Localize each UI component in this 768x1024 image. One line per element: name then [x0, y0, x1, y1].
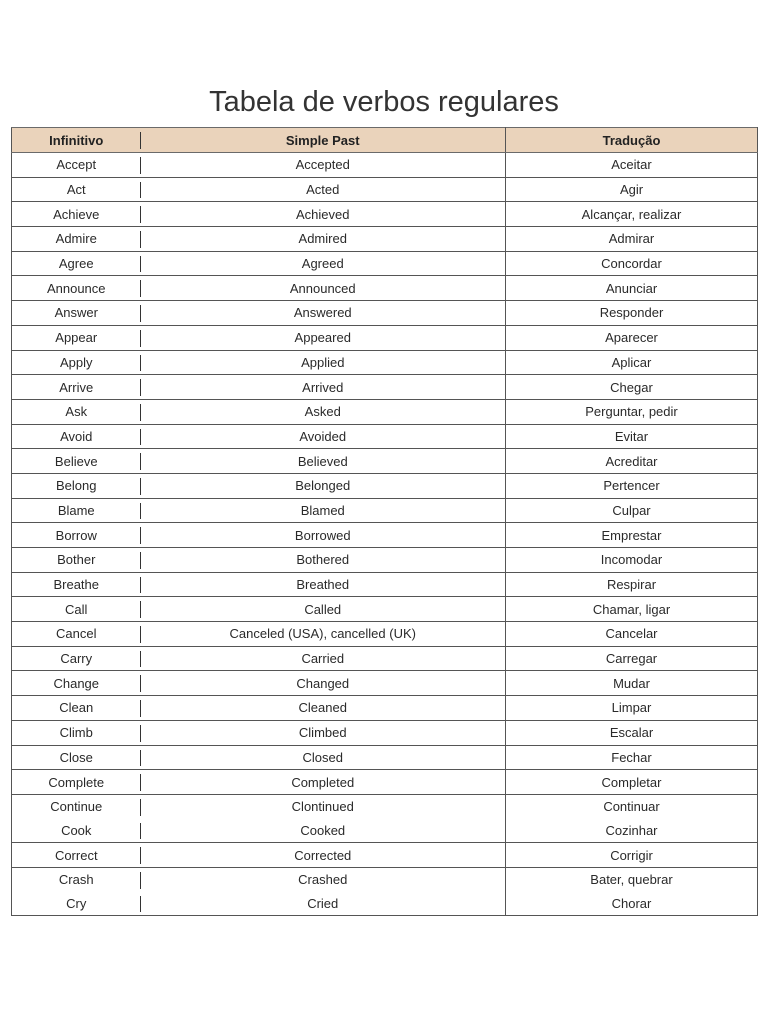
infinitive-cell: Cook	[12, 819, 141, 843]
table-row	[12, 227, 758, 252]
table-row	[12, 202, 758, 227]
table-row	[12, 794, 758, 818]
infinitive-cell: Belong	[12, 473, 141, 498]
simple-past-cell: Cooked	[141, 819, 506, 843]
infinitive-cell: Apply	[12, 350, 141, 375]
simple-past-cell: Blamed	[141, 498, 506, 523]
table-row	[12, 622, 758, 647]
infinitive-cell: Ask	[12, 399, 141, 424]
simple-past-cell: Changed	[141, 671, 506, 696]
table-row	[12, 375, 758, 400]
infinitive-cell: Accept	[12, 153, 141, 178]
translation-cell: Perguntar, pedir	[506, 399, 758, 424]
translation-cell: Anunciar	[506, 276, 758, 301]
simple-past-cell: Corrected	[141, 843, 506, 868]
translation-cell: Culpar	[506, 498, 758, 523]
simple-past-cell: Achieved	[141, 202, 506, 227]
translation-cell: Aplicar	[506, 350, 758, 375]
translation-cell: Fechar	[506, 745, 758, 770]
table-header-row	[12, 128, 758, 153]
infinitive-cell: Correct	[12, 843, 141, 868]
table-row	[12, 696, 758, 721]
translation-cell: Acreditar	[506, 449, 758, 474]
infinitive-cell: Announce	[12, 276, 141, 301]
translation-cell: Continuar	[506, 794, 758, 818]
translation-cell: Chorar	[506, 892, 758, 916]
simple-past-cell: Belonged	[141, 473, 506, 498]
infinitive-cell: Climb	[12, 720, 141, 745]
translation-cell: Respirar	[506, 572, 758, 597]
simple-past-cell: Borrowed	[141, 523, 506, 548]
table-row	[12, 498, 758, 523]
infinitive-cell: Borrow	[12, 523, 141, 548]
table-row	[12, 597, 758, 622]
simple-past-cell: Acted	[141, 177, 506, 202]
simple-past-cell: Applied	[141, 350, 506, 375]
simple-past-cell: Agreed	[141, 251, 506, 276]
infinitive-cell: Carry	[12, 646, 141, 671]
simple-past-cell: Climbed	[141, 720, 506, 745]
translation-cell: Escalar	[506, 720, 758, 745]
table-row	[12, 523, 758, 548]
translation-cell: Carregar	[506, 646, 758, 671]
translation-cell: Cozinhar	[506, 819, 758, 843]
translation-cell: Corrigir	[506, 843, 758, 868]
translation-cell: Incomodar	[506, 548, 758, 573]
infinitive-cell: Admire	[12, 227, 141, 252]
infinitive-cell: Continue	[12, 794, 141, 818]
table-row	[12, 548, 758, 573]
simple-past-cell: Bothered	[141, 548, 506, 573]
column-header-simple-past: Simple Past	[141, 128, 506, 153]
infinitive-cell: Breathe	[12, 572, 141, 597]
table-row	[12, 473, 758, 498]
simple-past-cell: Completed	[141, 770, 506, 795]
infinitive-cell: Crash	[12, 867, 141, 891]
simple-past-cell: Arrived	[141, 375, 506, 400]
infinitive-cell: Answer	[12, 301, 141, 326]
translation-cell: Evitar	[506, 424, 758, 449]
table-row	[12, 671, 758, 696]
column-header-translation: Tradução	[506, 128, 758, 153]
translation-cell: Chamar, ligar	[506, 597, 758, 622]
table-row	[12, 449, 758, 474]
table-row	[12, 646, 758, 671]
simple-past-cell: Called	[141, 597, 506, 622]
translation-cell: Cancelar	[506, 622, 758, 647]
infinitive-cell: Appear	[12, 325, 141, 350]
translation-cell: Aceitar	[506, 153, 758, 178]
infinitive-cell: Bother	[12, 548, 141, 573]
table-row	[12, 350, 758, 375]
translation-cell: Concordar	[506, 251, 758, 276]
simple-past-cell: Crashed	[141, 867, 506, 891]
simple-past-cell: Announced	[141, 276, 506, 301]
simple-past-cell: Clontinued	[141, 794, 506, 818]
infinitive-cell: Complete	[12, 770, 141, 795]
translation-cell: Completar	[506, 770, 758, 795]
table-row	[12, 770, 758, 795]
simple-past-cell: Believed	[141, 449, 506, 474]
infinitive-cell: Blame	[12, 498, 141, 523]
simple-past-cell: Avoided	[141, 424, 506, 449]
table-row	[12, 251, 758, 276]
infinitive-cell: Agree	[12, 251, 141, 276]
simple-past-cell: Breathed	[141, 572, 506, 597]
simple-past-cell: Canceled (USA), cancelled (UK)	[141, 622, 506, 647]
infinitive-cell: Achieve	[12, 202, 141, 227]
simple-past-cell: Cleaned	[141, 696, 506, 721]
simple-past-cell: Closed	[141, 745, 506, 770]
infinitive-cell: Cry	[12, 892, 141, 916]
table-row	[12, 276, 758, 301]
infinitive-cell: Cancel	[12, 622, 141, 647]
translation-cell: Limpar	[506, 696, 758, 721]
table-row	[12, 177, 758, 202]
table-row	[12, 892, 758, 916]
translation-cell: Mudar	[506, 671, 758, 696]
infinitive-cell: Arrive	[12, 375, 141, 400]
table-row	[12, 153, 758, 178]
infinitive-cell: Change	[12, 671, 141, 696]
translation-cell: Pertencer	[506, 473, 758, 498]
table-body	[12, 153, 758, 916]
infinitive-cell: Avoid	[12, 424, 141, 449]
infinitive-cell: Believe	[12, 449, 141, 474]
verbs-table	[11, 127, 758, 916]
table-row	[12, 325, 758, 350]
translation-cell: Bater, quebrar	[506, 867, 758, 891]
column-header-infinitive: Infinitivo	[12, 128, 141, 153]
table-row	[12, 720, 758, 745]
translation-cell: Chegar	[506, 375, 758, 400]
table-row	[12, 867, 758, 891]
infinitive-cell: Act	[12, 177, 141, 202]
infinitive-cell: Clean	[12, 696, 141, 721]
simple-past-cell: Admired	[141, 227, 506, 252]
infinitive-cell: Call	[12, 597, 141, 622]
simple-past-cell: Cried	[141, 892, 506, 916]
simple-past-cell: Asked	[141, 399, 506, 424]
translation-cell: Aparecer	[506, 325, 758, 350]
simple-past-cell: Carried	[141, 646, 506, 671]
table-row	[12, 572, 758, 597]
simple-past-cell: Answered	[141, 301, 506, 326]
translation-cell: Emprestar	[506, 523, 758, 548]
simple-past-cell: Accepted	[141, 153, 506, 178]
table-row	[12, 301, 758, 326]
infinitive-cell: Close	[12, 745, 141, 770]
translation-cell: Responder	[506, 301, 758, 326]
translation-cell: Admirar	[506, 227, 758, 252]
table-row	[12, 745, 758, 770]
table-row	[12, 424, 758, 449]
simple-past-cell: Appeared	[141, 325, 506, 350]
translation-cell: Alcançar, realizar	[506, 202, 758, 227]
translation-cell: Agir	[506, 177, 758, 202]
table-row	[12, 843, 758, 868]
table-row	[12, 819, 758, 843]
table-row	[12, 399, 758, 424]
page-title: Tabela de verbos regulares	[209, 86, 559, 118]
